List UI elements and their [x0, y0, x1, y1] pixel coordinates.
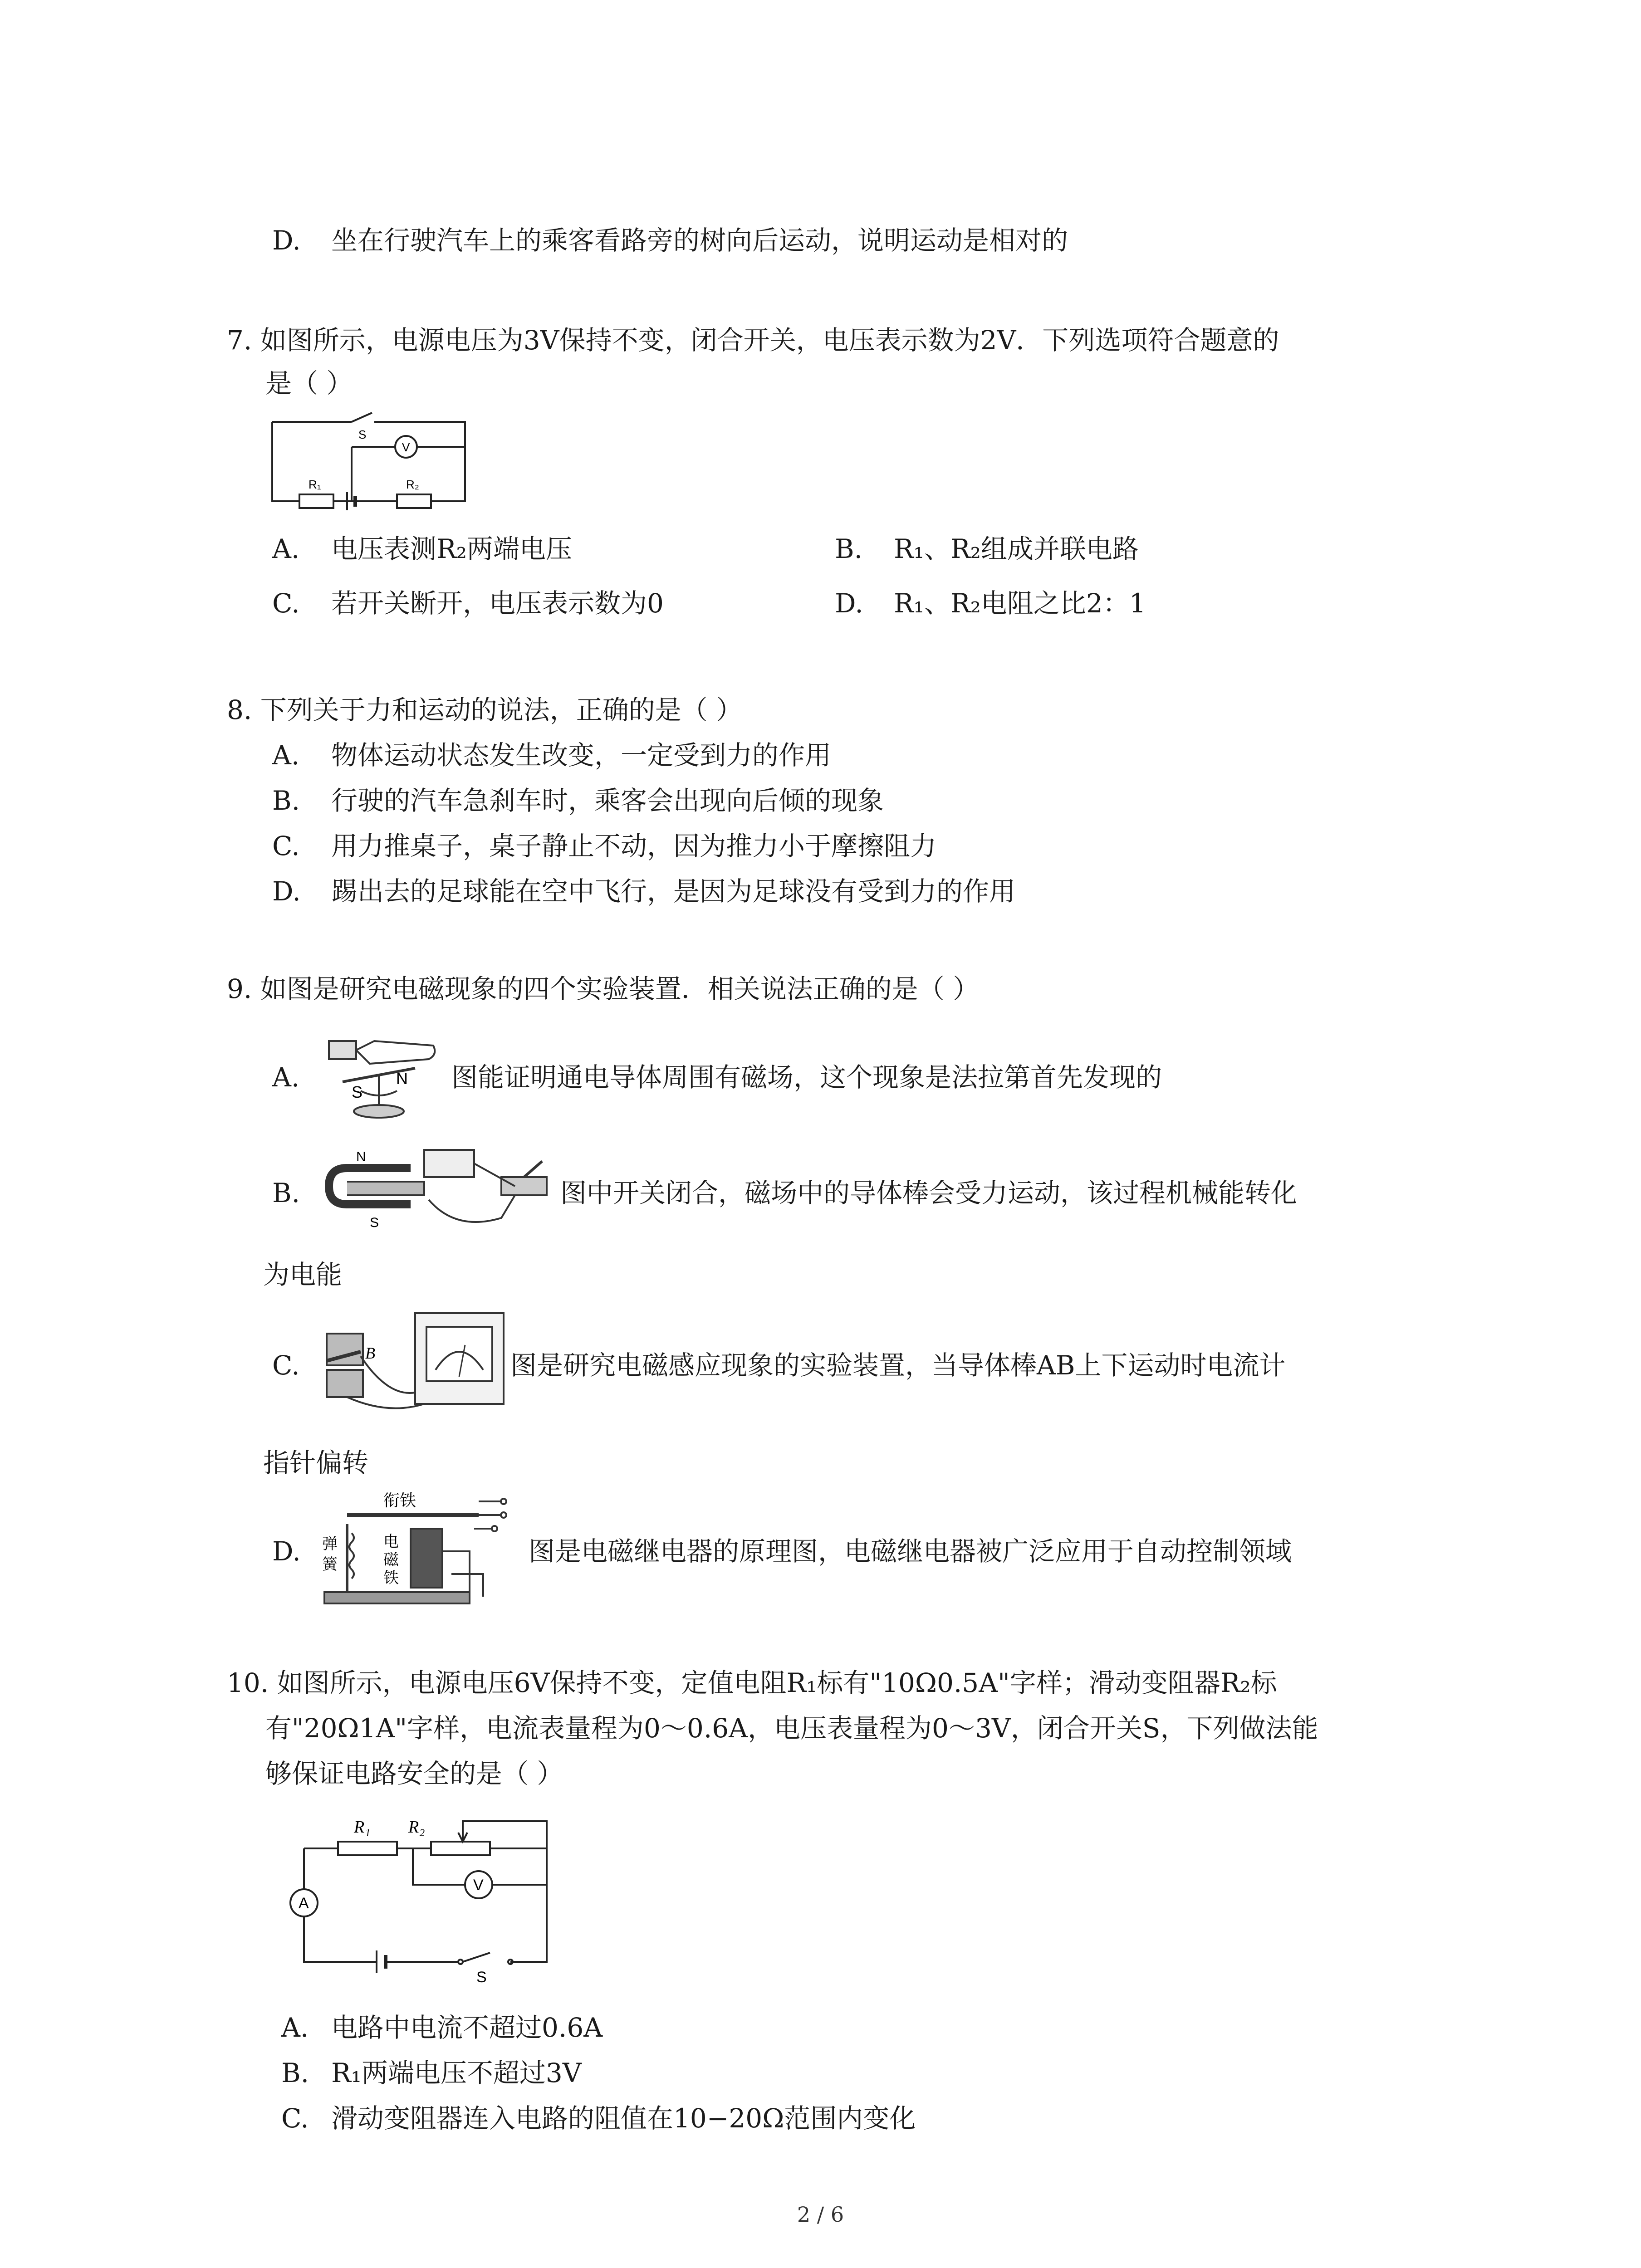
q9-figure-a [320, 1023, 442, 1123]
option-text: 电路中电流不超过0.6A [331, 2012, 603, 2043]
q9-figure-d [320, 1483, 524, 1606]
q6-option-d [272, 222, 1068, 259]
option-text: 行驶的汽车急刹车时，乘客会出现向后倾的现象 [331, 785, 884, 816]
option-label: B. [272, 785, 300, 816]
q9-option-b-text-cont: 为电能 [263, 1259, 343, 1290]
q9-option-c-text: 图是研究电磁感应现象的实验装置，当导体棒AB上下运动时电流计 [510, 1350, 1286, 1381]
q9-option-d-text: 图是电磁继电器的原理图，电磁继电器被广泛应用于自动控制领域 [529, 1536, 1292, 1567]
q9-option-b-text: 图中开关闭合，磁场中的导体棒会受力运动，该过程机械能转化 [560, 1178, 1298, 1208]
option-label: C. [272, 588, 300, 619]
q9a-s-label: S [352, 1083, 363, 1101]
option-text: 滑动变阻器连入电路的阻值在10−20Ω范围内变化 [331, 2103, 916, 2134]
option-text: 电压表测R₂两端电压 [331, 533, 572, 564]
q9-option-a-text: 图能证明通电导体周围有磁场，这个现象是法拉第首先发现的 [451, 1062, 1162, 1093]
option-text: 若开关断开，电压表示数为0 [331, 588, 664, 619]
q9-figure-c [320, 1306, 510, 1420]
q10-switch-label: S [476, 1969, 487, 1984]
q9-option-d-label: D. [272, 1536, 301, 1567]
q8-option-a [272, 737, 831, 773]
option-label: A. [281, 2012, 309, 2043]
q7-option-d [835, 585, 1146, 621]
q9b-s-label: S [370, 1215, 379, 1230]
q7-stem-line1: 7. 如图所示，电源电压为3V保持不变，闭合开关，电压表示数为2V．下列选项符合题意的 [227, 325, 1279, 356]
q9d-electromagnet-label-2: 磁 [383, 1551, 399, 1569]
q10-stem-line1: 10. 如图所示，电源电压6V保持不变，定值电阻R₁标有"10Ω0.5A"字样；滑动变阻器R₂标 [227, 1667, 1277, 1698]
q10-option-b [281, 2055, 582, 2091]
q9-option-a-label: A. [272, 1062, 300, 1093]
option-text: 用力推桌子，桌子静止不动，因为推力小于摩擦阻力 [331, 831, 937, 861]
q9a-n-label: N [396, 1069, 408, 1088]
option-text: 坐在行驶汽车上的乘客看路旁的树向后运动，说明运动是相对的 [331, 225, 1068, 256]
q8-stem: 8. 下列关于力和运动的说法，正确的是（ ） [227, 694, 743, 725]
q9c-b-label: B [365, 1344, 375, 1362]
option-label: C. [281, 2103, 309, 2134]
option-text: 踢出去的足球能在空中飞行，是因为足球没有受到力的作用 [331, 876, 1016, 907]
option-label: C. [272, 831, 300, 861]
q9d-armature-label: 衔铁 [383, 1491, 416, 1510]
option-text: R₁两端电压不超过3V [331, 2058, 582, 2088]
option-label: A. [272, 533, 300, 564]
q10-stem-line3: 够保证电路安全的是（ ） [265, 1758, 563, 1789]
option-label: B. [281, 2058, 309, 2088]
q10-r2-label: R₂ [408, 1818, 425, 1837]
q7-voltmeter-label: V [402, 440, 410, 454]
q9d-spring-label-2: 簧 [322, 1555, 338, 1574]
q10-ammeter-label: A [299, 1895, 309, 1912]
page-number: 2 / 6 [797, 2202, 844, 2227]
option-label: D. [835, 588, 863, 619]
q9d-electromagnet-label-1: 电 [383, 1533, 399, 1551]
q10-stem-line2: 有"20Ω1A"字样，电流表量程为0～0.6A，电压表量程为0～3V，闭合开关S，下列做法能 [265, 1713, 1318, 1744]
q10-circuit-figure [277, 1808, 567, 1984]
q10-option-a [281, 2009, 603, 2046]
option-label: A. [272, 740, 300, 771]
q7-r1-label: R₁ [309, 478, 321, 491]
q8-option-b [272, 782, 884, 819]
q9d-electromagnet-label-3: 铁 [383, 1569, 399, 1587]
q8-option-d [272, 873, 1015, 909]
option-text: R₁、R₂电阻之比2：1 [894, 588, 1146, 619]
option-text: R₁、R₂组成并联电路 [894, 533, 1139, 564]
q7-option-a [272, 531, 572, 567]
q7-r2-label: R₂ [406, 478, 419, 491]
q8-option-c [272, 828, 936, 864]
q9b-n-label: N [356, 1149, 366, 1164]
q7-stem-line2: 是（ ） [265, 368, 353, 399]
q9d-spring-label-1: 弹 [322, 1535, 338, 1553]
option-label: D. [272, 225, 301, 256]
q9-figure-b [320, 1136, 556, 1245]
q7-option-b [835, 531, 1139, 567]
option-label: B. [835, 533, 863, 564]
q10-option-c [281, 2100, 916, 2136]
q9-option-c-label: C. [272, 1350, 300, 1381]
option-label: D. [272, 876, 301, 907]
option-text: 物体运动状态发生改变，一定受到力的作用 [331, 740, 832, 771]
q9-option-b-label: B. [272, 1178, 300, 1208]
q7-circuit-figure [265, 411, 474, 519]
q7-option-c [272, 585, 664, 621]
q9-option-c-text-cont: 指针偏转 [263, 1447, 369, 1478]
q10-voltmeter-label: V [473, 1877, 484, 1894]
q7-switch-label: S [358, 428, 367, 441]
q10-r1-label: R₁ [354, 1818, 371, 1837]
q9-stem: 9. 如图是研究电磁现象的四个实验装置．相关说法正确的是（ ） [227, 973, 980, 1004]
